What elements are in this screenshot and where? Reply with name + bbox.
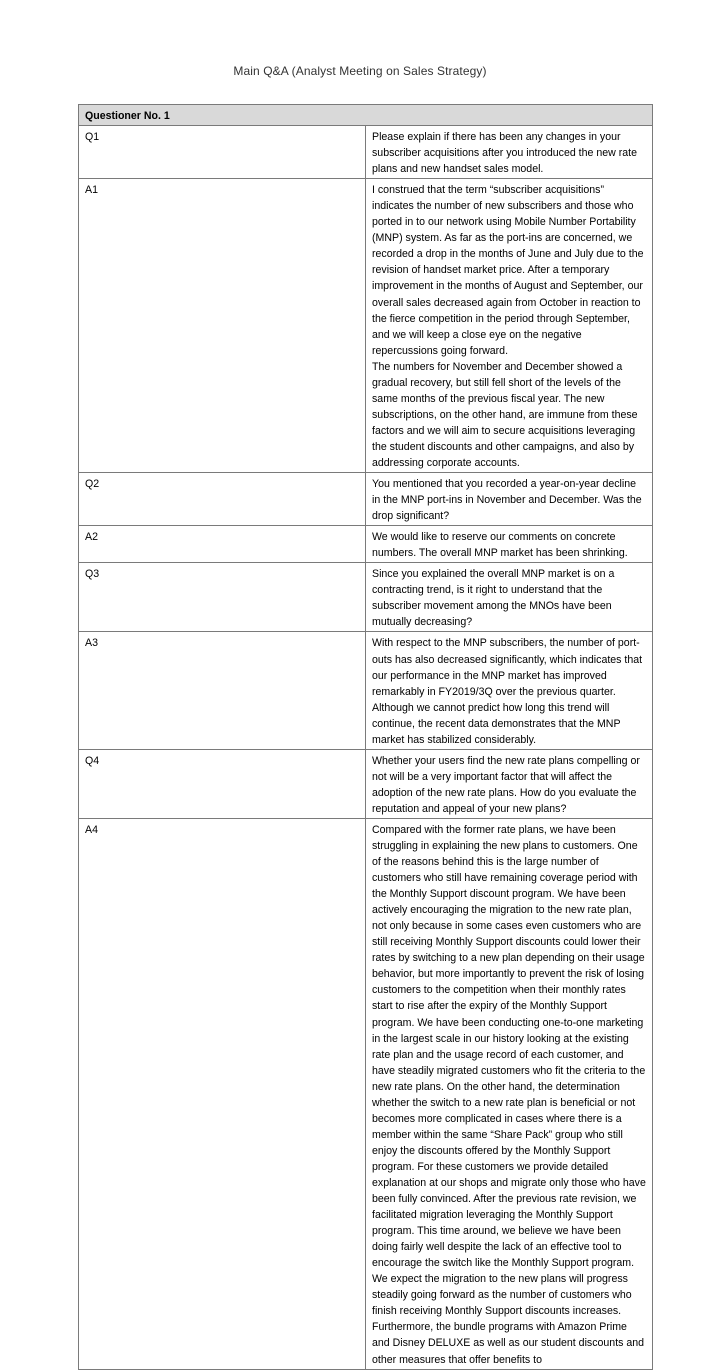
qa-table: [78, 104, 653, 1370]
table-row: [79, 563, 653, 632]
row-label-a2: A2: [79, 526, 366, 563]
table-row: [79, 526, 653, 563]
row-label-q1: Q1: [79, 126, 366, 179]
row-label-a1: A1: [79, 179, 366, 473]
table-header-row: [79, 105, 653, 126]
table-row: [79, 179, 653, 473]
row-text-a4: Compared with the former rate plans, we have been struggling in explaining the new plans to customers. One of the reasons behind this is the large number of customers who still have remaining coverage period with the Monthly Support discount program. We have been actively encouraging the migration to the new rate plan, not only because in some cases even customers who are still receiving Monthly Support discounts could lower their rates by switching to a new plan depending on their usage behavior, but more importantly to prevent the risk of losing customers to the competition when their monthly rates start to rise after the expiry of the Monthly Support program. We have been conducting one-to-one marketing in the largest scale in our history looking at the existing rate plan and the usage record of each customer, and have steadily migrated customers who fit the criteria to the new rate plans. On the other hand, the determination whether the switch to a new rate plan is beneficial or not becomes more complicated in cases where there is a member within the same “Share Pack” group who still enjoy the discounts offered by the Monthly Support program. For these customers we provide detailed explanation at our shops and migrate only those who have been fully convinced. After the previous rate revision, we facilitated migration leveraging the Monthly Support program. This time around, we believe we have been doing fairly well despite the lack of an effective tool to encourage the switch like the Monthly Support program. We expect the migration to the new plans will progress steadily going forward as the number of customers who finish receiving Monthly Support discounts increases. Furthermore, the bundle programs with Amazon Prime and Disney DELUXE as well as our student discounts and other measures that offer benefits to: [366, 818, 653, 1369]
row-text-q1: Please explain if there has been any changes in your subscriber acquisitions after you introduced the new rate plans and new handset sales model.: [366, 126, 653, 179]
row-label-q3: Q3: [79, 563, 366, 632]
table-row: [79, 818, 653, 1369]
row-text-q3: Since you explained the overall MNP market is on a contracting trend, is it right to understand that the subscriber movement among the MNOs have been mutually decreasing?: [366, 563, 653, 632]
table-row: [79, 126, 653, 179]
row-text-a3: With respect to the MNP subscribers, the number of port-outs has also decreased significantly, which indicates that our performance in the MNP market has improved remarkably in FY2019/3Q over the previous quarter. Although we cannot predict how long this trend will continue, the recent data demonstrates that the MNP market has stabilized considerably.: [366, 632, 653, 749]
table-row: [79, 632, 653, 749]
row-label-q2: Q2: [79, 473, 366, 526]
row-text-q2: You mentioned that you recorded a year-on-year decline in the MNP port-ins in November and December. Was the drop significant?: [366, 473, 653, 526]
answer-paragraph: I construed that the term “subscriber acquisitions” indicates the number of new subscribers and those who ported in to our network using Mobile Number Portability (MNP) system. As far as the port-ins are concerned, we recorded a drop in the months of June and July due to the revision of handset market price. After a temporary improvement in the months of August and September, our overall sales decreased again from October in reaction to the fierce competition in the period through September, and we will keep a close eye on the negative repercussions going forward.: [372, 184, 644, 357]
row-text-a1: [366, 179, 653, 473]
row-text-a2: We would like to reserve our comments on concrete numbers. The overall MNP market has been shrinking.: [366, 526, 653, 563]
answer-paragraph: The numbers for November and December showed a gradual recovery, but still fell short of the levels of the same months of the previous fiscal year. The new subscriptions, on the other hand, are immune from these factors and we will aim to secure acquisitions leveraging the student discounts and other campaigns, and also by addressing corporate accounts.: [372, 360, 638, 469]
row-label-q4: Q4: [79, 749, 366, 818]
row-text-q4: Whether your users find the new rate plans compelling or not will be a very important factor that will affect the adoption of the new rate plans. How do you evaluate the reputation and appeal of your new plans?: [366, 749, 653, 818]
table-row: [79, 473, 653, 526]
page-title: Main Q&A (Analyst Meeting on Sales Strategy): [233, 64, 487, 78]
questioner-header: Questioner No. 1: [79, 105, 653, 126]
row-label-a4: A4: [79, 818, 366, 1369]
table-row: [79, 749, 653, 818]
row-label-a3: A3: [79, 632, 366, 749]
